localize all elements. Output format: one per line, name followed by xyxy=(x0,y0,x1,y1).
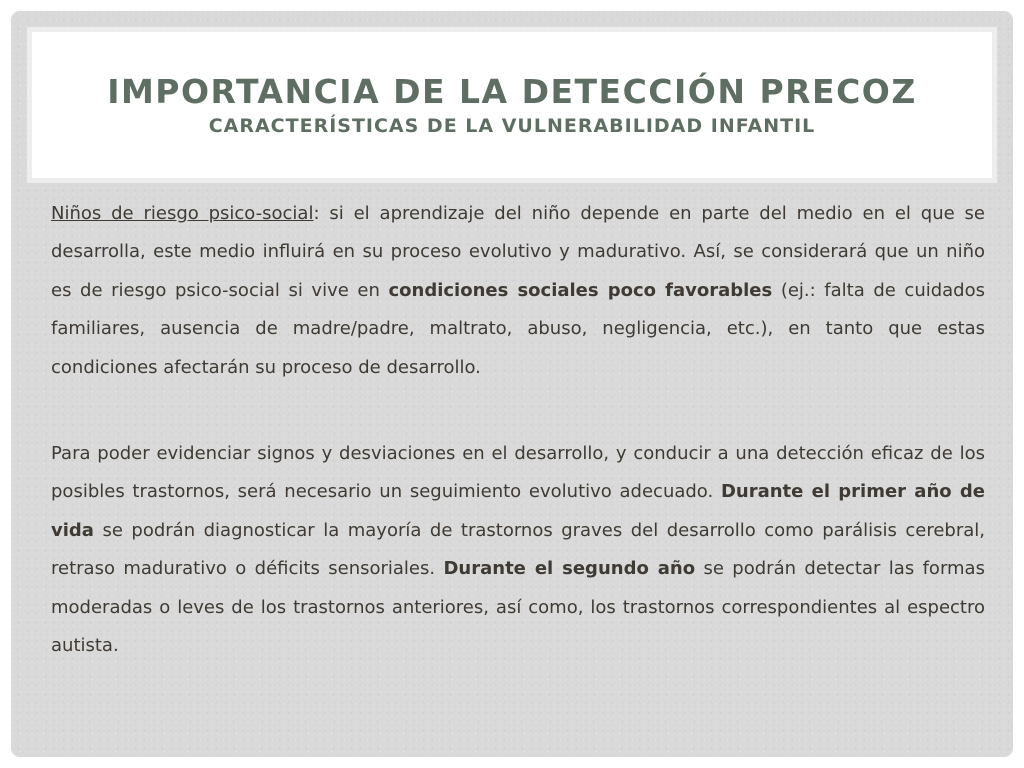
paragraph-text: : si el aprendizaje del niño depende en parte del medio en el que se desarrolla, este medio influirá en su proceso evolutivo y madurativo. Así, se considerará que un niño es de riesgo psico-social si vive en xyxy=(51,203,985,301)
paragraph-text: Para poder evidenciar signos y desviaciones en el desarrollo, y conducir a una detección eficaz de los posibles trastornos, será necesario un seguimiento evolutivo adecuado. xyxy=(51,443,985,503)
paragraph-follow-up xyxy=(51,435,985,665)
term-psychosocial-risk: Niños de riesgo psico-social xyxy=(51,203,314,224)
slide-content xyxy=(51,195,985,665)
paragraph-risk xyxy=(51,195,985,387)
emphasis-social-conditions: condiciones sociales poco favorables xyxy=(388,279,773,301)
paragraph-text: se podrán detectar las formas moderadas o leves de los trastornos anteriores, así como, los trastornos correspondientes al espectro autista. xyxy=(51,558,985,657)
paragraph-text: se podrán diagnosticar la mayoría de trastornos graves del desarrollo como parálisis cerebral, retraso madurativo o déficits sensoriales. xyxy=(51,519,985,580)
paragraph-text: (ej.: falta de cuidados familiares, ausencia de madre/padre, maltrato, abuso, negligencia, etc.), en tanto que estas condiciones afectarán su proceso de desarrollo. xyxy=(51,279,985,378)
slide-title: IMPORTANCIA DE LA DETECCIÓN PRECOZ xyxy=(107,72,917,111)
emphasis-first-year: Durante el primer año de vida xyxy=(51,481,985,541)
slide-subtitle: CARACTERÍSTICAS DE LA VULNERABILIDAD INFANTIL xyxy=(208,115,816,137)
emphasis-second-year: Durante el segundo año xyxy=(443,558,696,580)
title-box xyxy=(32,32,992,178)
